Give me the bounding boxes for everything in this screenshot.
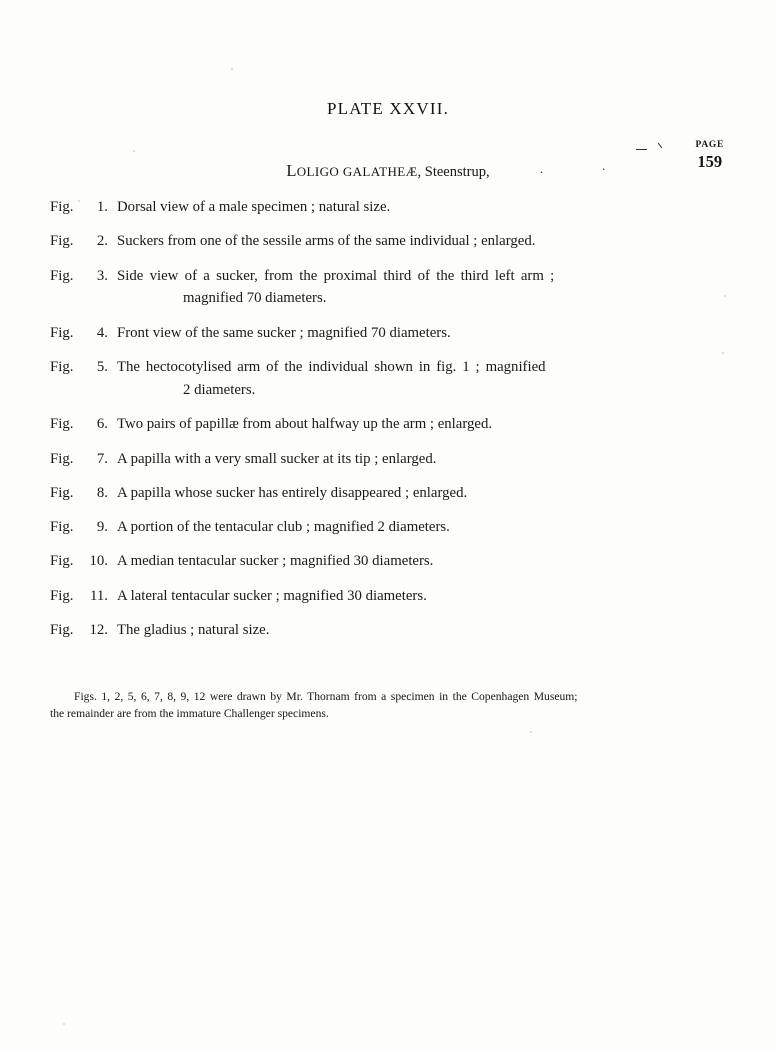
stray-dot: . [602, 158, 606, 173]
stray-mark [658, 143, 662, 148]
figure-caption [117, 267, 726, 310]
list-item [50, 484, 726, 504]
figure-label: Fig. [50, 553, 74, 570]
figure-number: 5. [96, 359, 108, 376]
figure-number: 6. [96, 416, 108, 433]
figure-caption: Two pairs of papillæ from about halfway up the arm ; enlarged. [117, 416, 493, 433]
figure-label: Fig. [50, 324, 74, 341]
figure-caption-line: The hectocotylised arm of the individual shown in fig. 1 ; magnified [117, 359, 546, 376]
list-item [50, 267, 726, 310]
figure-number: 3. [96, 267, 108, 284]
figure-caption: A median tentacular sucker ; magnified 30 diameters. [117, 553, 434, 570]
footnote-indent: Figs. 1, 2, 5, 6, 7, 8, 9, 12 were drawn by Mr. Thornam from a specimen in the Copenhagen Museum; [74, 690, 578, 703]
figure-label: Fig. [50, 519, 74, 536]
figure-caption-continuation: magnified 70 diameters. [183, 290, 327, 307]
figure-caption: A papilla with a very small sucker at its tip ; enlarged. [117, 450, 437, 467]
paper-speck [63, 1023, 65, 1025]
figure-label: Fig. [50, 233, 74, 250]
figure-number: 4. [96, 324, 108, 341]
figure-number: 1. [96, 199, 108, 215]
figure-label: Fig. [50, 484, 74, 501]
figure-caption [117, 358, 726, 401]
figure-caption: A papilla whose sucker has entirely disappeared ; enlarged. [117, 484, 468, 501]
figure-number: 10. [89, 553, 108, 570]
stray-mark [636, 149, 647, 150]
species-author: , Steenstrup, [417, 164, 490, 180]
figure-caption: The gladius ; natural size. [117, 622, 270, 639]
paper-speck [231, 68, 233, 70]
footnote-line-2: the remainder are from the immature Challenger specimens. [50, 707, 329, 721]
figure-caption: A lateral tentacular sucker ; magnified 30 diameters. [117, 587, 427, 604]
figure-list [50, 198, 726, 655]
figure-caption-continuation: 2 diameters. [183, 381, 256, 398]
species-name-rest: OLIGO GALATHEÆ [296, 164, 418, 179]
figure-number: 7. [96, 450, 108, 467]
figure-label: Fig. [50, 450, 74, 467]
footnote-line-1 [50, 688, 726, 705]
figure-caption: Dorsal view of a male specimen ; natural size. [117, 199, 391, 215]
list-item [50, 324, 726, 344]
figure-number: 8. [96, 484, 108, 501]
figure-caption: Front view of the same sucker ; magnified 70 diameters. [117, 324, 451, 341]
species-heading [0, 161, 776, 181]
stray-dot: . [540, 161, 544, 176]
figure-label: Fig. [50, 267, 74, 284]
paper-speck [133, 150, 135, 152]
footnote [50, 688, 726, 723]
figure-number: 9. [96, 519, 108, 536]
species-name-initial: L [286, 161, 297, 180]
figure-caption: A portion of the tentacular club ; magnified 2 diameters. [117, 519, 450, 536]
figure-number: 12. [89, 622, 108, 639]
figure-label: Fig. [50, 359, 74, 376]
list-item [50, 621, 726, 641]
page-title: PLATE XXVII. [326, 99, 450, 118]
paper-speck [530, 731, 532, 733]
list-item [50, 232, 726, 252]
species-name [286, 161, 418, 180]
list-item [50, 415, 726, 435]
list-item [50, 358, 726, 401]
figure-caption: Suckers from one of the sessile arms of the same individual ; enlarged. [117, 233, 536, 250]
figure-number: 2. [96, 233, 108, 250]
list-item [50, 450, 726, 470]
page-reference-number: 159 [697, 151, 723, 171]
list-item [50, 198, 726, 218]
list-item [50, 587, 726, 607]
figure-label: Fig. [50, 587, 74, 604]
page-reference-label: PAGE [695, 140, 724, 150]
figure-number: 11. [90, 587, 108, 604]
list-item [50, 552, 726, 572]
figure-label: Fig. [50, 622, 74, 639]
list-item [50, 518, 726, 538]
figure-label: Fig. [50, 199, 74, 215]
figure-label: Fig. [50, 416, 74, 433]
figure-caption-line: Side view of a sucker, from the proximal third of the third left arm ; [117, 267, 555, 284]
